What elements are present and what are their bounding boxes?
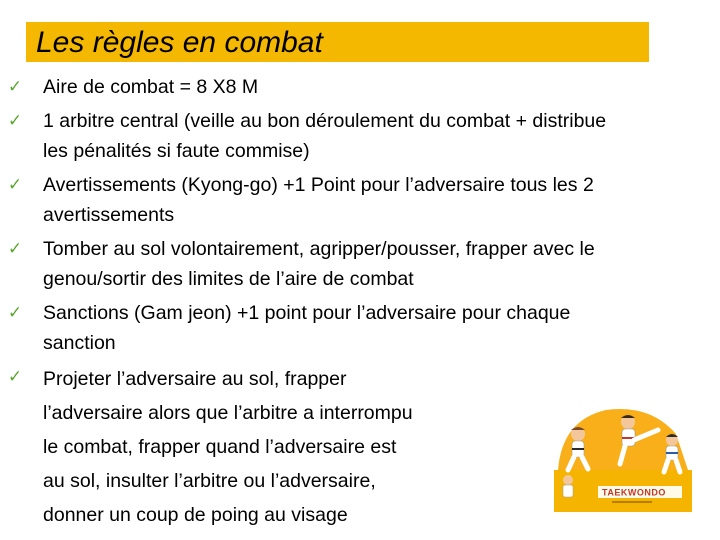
rule-text [43,298,703,358]
rule-line: genou/sortir des limites de l’aire de combat [43,268,414,290]
rule-line: avertissements [43,204,175,226]
rule-text [43,72,703,102]
checkmark-icon: ✓ [7,367,23,386]
taekwondo-kids-illustration-icon [554,400,692,512]
rule-text [43,234,703,294]
rule-line: donner un coup de poing au visage [43,504,348,526]
checkmark-icon: ✓ [7,111,23,130]
rule-line: l’adversaire alors que l’arbitre a interrompu [43,402,413,424]
checkmark-icon: ✓ [7,175,23,194]
rule-line: le combat, frapper quand l’adversaire est [43,436,397,458]
rule-line: les pénalités si faute commise) [43,140,310,162]
rule-line: Tomber au sol volontairement, agripper/pousser, frapper avec le [43,238,595,260]
rule-line: 1 arbitre central (veille au bon déroulement du combat + distribue [43,110,607,132]
slide-title: Les règles en combat [36,26,323,59]
rule-line: sanction [43,332,116,354]
rule-text [43,106,703,166]
rule-line: Aire de combat = 8 X8 M [43,76,259,98]
rule-line: Sanctions (Gam jeon) +1 point pour l’adversaire pour chaque [43,302,571,324]
svg-text:TAEKWONDO: TAEKWONDO [602,487,666,498]
rule-line: Avertissements (Kyong-go) +1 Point pour l’adversaire tous les 2 [43,174,594,196]
checkmark-icon: ✓ [7,303,23,322]
taekwondo-logo [554,400,692,512]
checkmark-icon: ✓ [7,239,23,258]
rule-line: Projeter l’adversaire au sol, frapper [43,368,347,390]
rule-line: au sol, insulter l’arbitre ou l’adversaire, [43,470,376,492]
rule-text [43,170,703,230]
checkmark-icon: ✓ [7,77,23,96]
